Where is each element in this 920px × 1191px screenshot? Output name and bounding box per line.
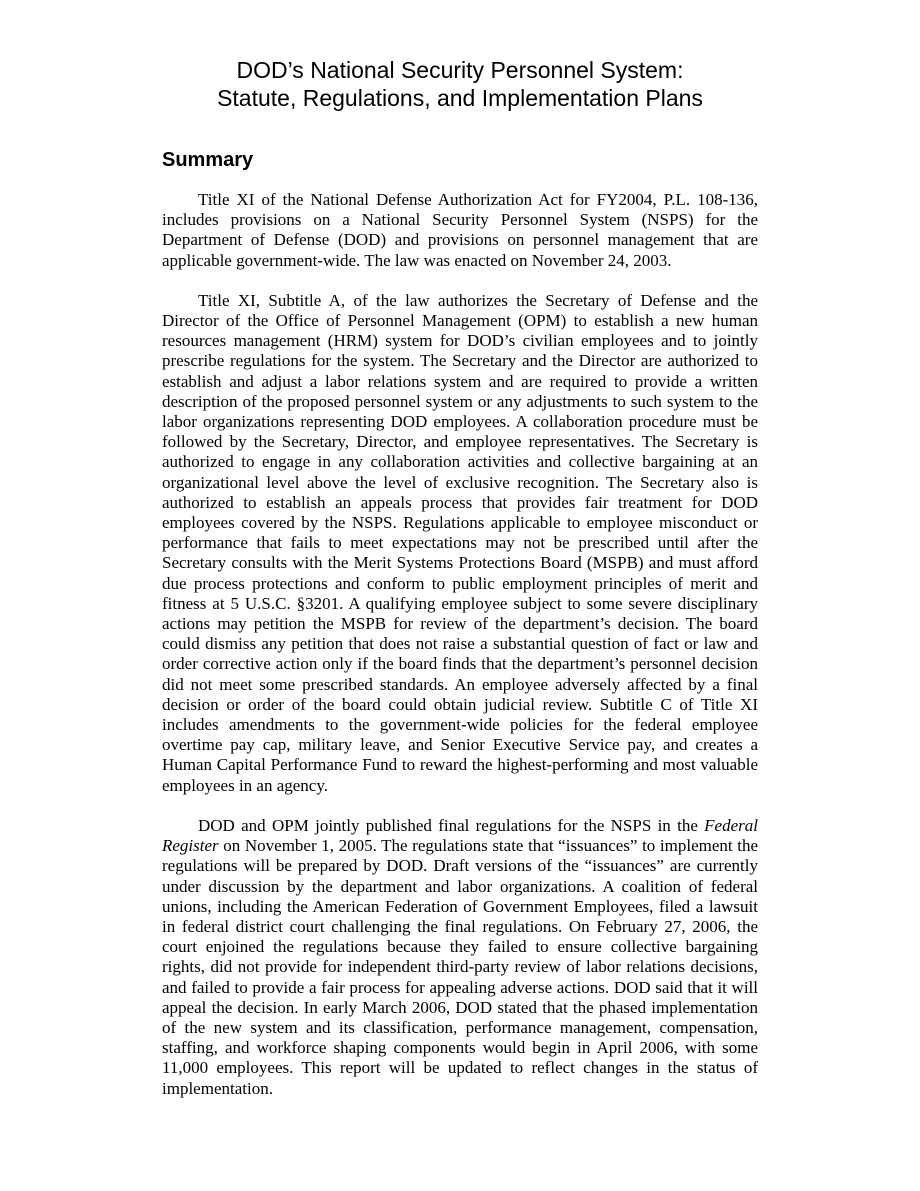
document-page [162, 56, 758, 1119]
document-title [162, 56, 758, 112]
paragraph-3-text-start: DOD and OPM jointly published final regulations for the NSPS in the [198, 815, 705, 835]
summary-paragraph-1: Title XI of the National Defense Authorization Act for FY2004, P.L. 108-136, includes provisions on a National Security Personnel System (NSPS) for the Department of Defense (DOD) and provisions on personnel management that are applicable government-wide. The law was enacted on November 24, 2003. [162, 190, 758, 270]
title-line-1: DOD’s National Security Personnel System: [236, 57, 684, 83]
summary-paragraph-2: Title XI, Subtitle A, of the law authorizes the Secretary of Defense and the Director of the Office of Personnel Management (OPM) to establish a new human resources management (HRM) system for DOD’s civilian employees and to jointly prescribe regulations for the system. The Secretary and the Director are authorized to establish and adjust a labor relations system and are required to provide a written description of the proposed personnel system or any adjustments to such system to the labor organizations representing DOD employees. A collaboration procedure must be followed by the Secretary, Director, and employee representatives. The Secretary is authorized to engage in any collaboration activities and collective bargaining at an organizational level above the level of exclusive recognition. The Secretary also is authorized to establish an appeals process that provides fair treatment for DOD employees covered by the NSPS. Regulations applicable to employee misconduct or performance that fails to meet expectations may not be prescribed until after the Secretary consults with the Merit Systems Protections Board (MSPB) and must afford due process protections and conform to public employment principles of merit and fitness at 5 U.S.C. §3201. A qualifying employee subject to some severe disciplinary actions may petition the MSPB for review of the department’s decision. The board could dismiss any petition that does not raise a substantial question of fact or law and order corrective action only if the board finds that the department’s personnel decision did not meet some prescribed standards. An employee adversely affected by a final decision or order of the board could obtain judicial review. Subtitle C of Title XI includes amendments to the government-wide policies for the federal employee overtime pay cap, military leave, and Senior Executive Service pay, and creates a Human Capital Performance Fund to reward the highest-performing and most valuable employees in an agency. [162, 290, 758, 795]
paragraph-3-text-end: on November 1, 2005. The regulations state that “issuances” to implement the regulations will be prepared by DOD. Draft versions of the “issuances” are currently under discussion by the department and labor organizations. A coalition of federal unions, including the American Federation of Government Employees, filed a lawsuit in federal district court challenging the final regulations. On February 27, 2006, the court enjoined the regulations because they failed to ensure collective bargaining rights, did not provide for independent third-party review of labor relations decisions, and failed to provide a fair process for appealing adverse actions. DOD said that it will appeal the decision. In early March 2006, DOD stated that the phased implementation of the new system and its classification, performance management, compensation, staffing, and workforce shaping components would begin in April 2006, with some 11,000 employees. This report will be updated to reflect changes in the status of implementation. [162, 836, 758, 1098]
summary-paragraph-3 [162, 816, 758, 1099]
federal-register-italic: Federal Register [162, 815, 758, 856]
section-heading-summary: Summary [162, 149, 254, 171]
title-line-2: Statute, Regulations, and Implementation Plans [217, 85, 703, 111]
